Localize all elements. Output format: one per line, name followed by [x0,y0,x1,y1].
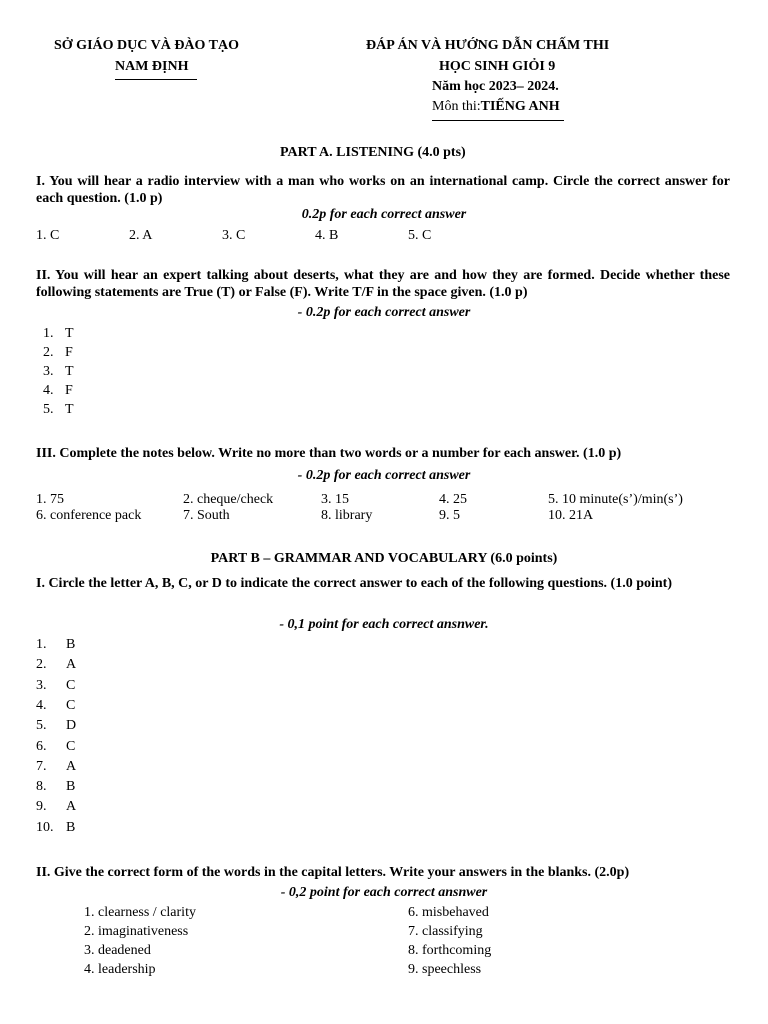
list-item: 4. leadership [84,962,156,977]
answer-item: 3. C [222,228,246,243]
part-a-section2-instruction: II. You will hear an expert talking about deserts, what they are and how they are formed. Decide whether these following statements are True (T) or False (F). Write T/F in the space given. (1.0 p) [36,268,730,300]
list-item: 2. imaginativeness [84,924,189,939]
part-b-section1-scoring: - 0,1 point for each correct ansnwer. [279,617,489,632]
subject-label: Môn thi: [432,99,481,114]
part-b-section2-instruction: II. Give the correct form of the words in the capital letters. Write your answers in the blanks. (2.0p) [36,865,630,880]
answer-item: 10. 21A [548,508,594,523]
list-item: 6. misbehaved [408,905,489,920]
answer-item: 4. 25 [439,492,467,507]
answer-item: 4. B [315,228,339,243]
answer-item: 1. 75 [36,492,64,507]
subject-line [432,99,560,115]
answer-item: 2. A [129,228,153,243]
part-b-title: PART B – GRAMMAR AND VOCABULARY (6.0 points) [210,551,558,566]
list-item: 7. classifying [408,924,483,939]
list-item: 1. clearness / clarity [84,905,196,920]
doc-title: ĐÁP ÁN VÀ HƯỚNG DẪN CHẤM THI [366,38,610,53]
province-underline [115,79,197,80]
part-b-section1-instruction: I. Circle the letter A, B, C, or D to indicate the correct answer to each of the following questions. (1.0 point) [36,576,673,591]
part-a-section1-instruction: I. You will hear a radio interview with a man who works on an international camp. Circle the correct answer for each question. (1.0 p) [36,174,730,206]
answer-item: 9. 5 [439,508,460,523]
answer-item: 3. 15 [321,492,349,507]
answer-item: 5. 10 minute(s’)/min(s’) [548,492,683,507]
answer-item: 5. C [408,228,432,243]
part-a-section3-instruction: III. Complete the notes below. Write no more than two words or a number for each answer. (1.0 p) [36,446,622,461]
list-item: 3. deadened [84,943,151,958]
answer-item: 2. cheque/check [183,492,274,507]
subject-value: TIẾNG ANH [480,99,560,114]
answer-item: 6. conference pack [36,508,142,523]
part-a-section1-scoring: 0.2p for each correct answer [301,207,467,222]
answer-item: 7. South [183,508,230,523]
part-b-section2-scoring: - 0,2 point for each correct ansnwer [280,885,488,900]
province-name: NAM ĐỊNH [115,59,189,74]
department-name: SỞ GIÁO DỤC VÀ ĐÀO TẠO [54,38,240,53]
school-year: Năm học 2023– 2024. [432,79,559,94]
answer-item: 8. library [321,508,373,523]
list-item: 9. speechless [408,962,482,977]
part-a-section2-scoring: - 0.2p for each correct answer [297,305,471,320]
list-item: 8. forthcoming [408,943,492,958]
part-a-title: PART A. LISTENING (4.0 pts) [280,145,466,160]
answer-item: 1. C [36,228,60,243]
doc-subtitle: HỌC SINH GIỎI 9 [439,59,556,74]
part-a-section3-scoring: - 0.2p for each correct answer [297,468,471,483]
subject-underline [432,120,564,121]
